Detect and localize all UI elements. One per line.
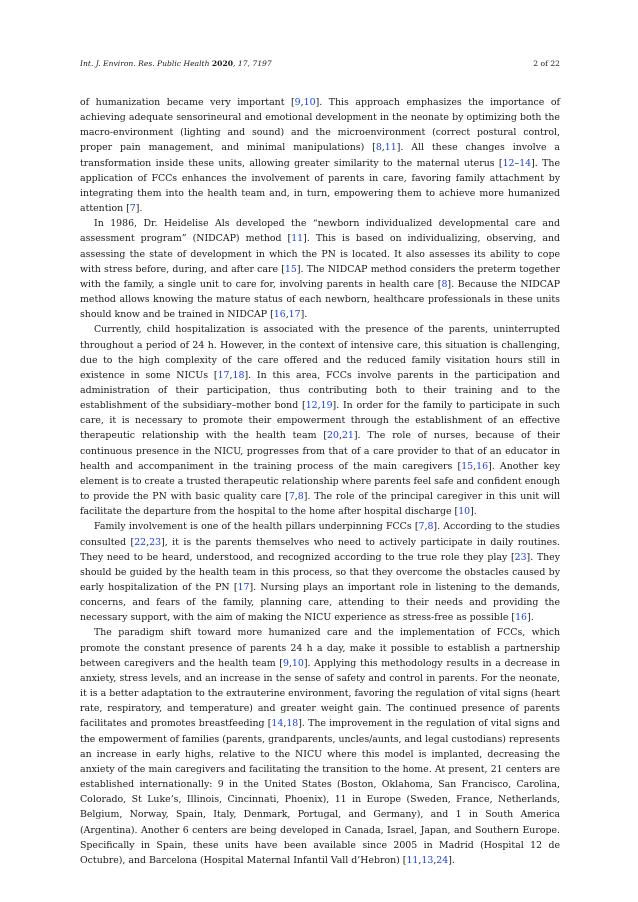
citation-link[interactable]: 8 xyxy=(441,278,448,290)
paragraph: Currently, child hospitalization is associated with the presence of the parents, uninterrupted throughout a period of 24 h. However, in the context of intensive care, this situation is challenging, due to the high complexity of the care offered and the reduced family visitation hours still in existence in some NICUs [17,18]. In this area, FCCs involve parents in the participation and administration of their participation, thus contributing both to their training and to the establishment of the subsidiary–mother bond [12,19]. In order for the family to participate in such care, it is necessary to promote their empowerment through the establishment of an effective therapeutic relationship with the health team [20,21]. The role of nurses, because of their continuous presence in the NICU, progresses from that of a care provider to that of an educator in health and accompaniment in the training process of the main caregivers [15,16]. Another key element is to create a trusted therapeutic relationship where parents feel safe and confident enough to provide the PN with basic quality care [7,8]. The role of the principal caregiver in this unit will facilitate the departure from the hospital to the home after hospital discharge [10]. xyxy=(80,324,561,518)
citation-link[interactable]: 18 xyxy=(232,369,245,381)
journal-citation: Int. J. Environ. Res. Public Health 2020, 17, 7197 xyxy=(80,59,272,68)
citation-link[interactable]: 7 xyxy=(288,491,295,503)
paragraph: of humanization became very important [9,10]. This approach emphasizes the importance of achieving adequate sensorineural and emotional development in the neonate by optimizing both the macro-environment (lighting and sound) and the microenvironment (correct postural control, proper pain management, and minimal manipulations) [8,11]. All these changes involve a transformation inside these units, allowing greater similarity to the maternal uterus [12–14]. The application of FCCs enhances the involvement of parents in care, favoring family attachment by integrating them into the health team and, in turn, empowering them to achieve more humanized attention [7]. xyxy=(80,97,561,215)
citation-link[interactable]: 17 xyxy=(217,369,230,381)
page-number: 2 of 22 xyxy=(533,59,560,68)
citation-link[interactable]: 10 xyxy=(291,657,304,669)
citation-link[interactable]: 16 xyxy=(273,309,286,321)
body-text xyxy=(80,95,560,868)
citation-link[interactable]: 16 xyxy=(476,460,489,472)
citation-link[interactable]: 10 xyxy=(303,97,316,108)
citation-link[interactable]: 16 xyxy=(515,612,528,624)
citation-link[interactable]: 14 xyxy=(519,157,532,169)
article-number: 7197 xyxy=(252,59,272,68)
citation-link[interactable]: 21 xyxy=(341,430,354,442)
citation-link[interactable]: 8 xyxy=(427,521,434,533)
citation-link[interactable]: 17 xyxy=(288,309,301,321)
citation-link[interactable]: 9 xyxy=(282,657,289,669)
journal-year: 2020 xyxy=(211,59,234,68)
running-header xyxy=(80,58,560,70)
citation-link[interactable]: 10 xyxy=(458,506,471,518)
paragraph: Family involvement is one of the health pillars underpinning FCCs [7,8]. According to the studies consulted [22,23], it is the parents themselves who need to actively participate in daily routines. They need to be heard, understood, and recognized according to the true role they play [23]. They should be guided by the health team in this process, so that they overcome the obstacles caused by early hospitalization of the PN [17]. Nursing plays an important role in listening to the demands, concerns, and fears of the family, planning care, attending to their needs and providing the necessary support, with the aim of making the NICU experience as stress-free as possible [16]. xyxy=(80,521,560,624)
citation-link[interactable]: 8 xyxy=(375,142,382,154)
citation-link[interactable]: 9 xyxy=(294,97,301,108)
citation-link[interactable]: 17 xyxy=(237,582,250,593)
citation-link[interactable]: 19 xyxy=(320,400,333,412)
citation-link[interactable]: 18 xyxy=(286,718,299,730)
citation-link[interactable]: 23 xyxy=(514,551,527,563)
journal-name: Int. J. Environ. Res. Public Health xyxy=(80,59,210,68)
paragraph: In 1986, Dr. Heidelise Als developed the “newborn individualized developmental care and assessment program” (NIDCAP) method [11]. This is based on individualizing, observing, and assessing the state of development in which the PN is located. It also assesses its ability to cope with stress before, during, and after care [15]. The NIDCAP method considers the preterm together with the family, a single unit to care for, involving parents in health care [8]. Because the NIDCAP method allows knowing the mature status of each newborn, healthcare professionals in these units should know and be trained in NIDCAP [16,17]. xyxy=(80,218,561,321)
citation-link[interactable]: 20 xyxy=(327,430,339,442)
citation-link[interactable]: 11 xyxy=(291,233,304,245)
citation-link[interactable]: 11 xyxy=(384,142,397,154)
citation-link[interactable]: 13 xyxy=(421,854,434,866)
citation-link[interactable]: 12 xyxy=(305,400,318,412)
paragraph: The paradigm shift toward more humanized care and the implementation of FCCs, which promote the constant presence of parents 24 h a day, make it possible to establish a partnership between caregivers and the health team [9,10]. Applying this methodology results in a decrease in anxiety, stress levels, and an increase in the sense of safety and control in parents. For the neonate, it is a better adaptation to the extrauterine environment, favoring the regulation of vital signs (heart rate, respiratory, and temperature) and greater weight gain. The continued presence of parents facilitates and promotes breastfeeding [14,18]. The improvement in the regulation of vital signs and the empowerment of families (parents, grandparents, uncles/aunts, and legal custodians) represents an increase in early highs, relative to the NICU where this model is implanted, decreasing the anxiety of the main caregivers and facilitating the transition to the home. At present, 21 centers are established internationally: 9 in the United States (Boston, Oklahoma, San Francisco, Carolina, Colorado, St Luke’s, Illinois, Cincinnati, Phoenix), 11 in Europe (Sweden, France, Netherlands, Belgium, Norway, Spain, Italy, Denmark, Portugal, and Germany), and 1 in South America (Argentina). Another 6 centers are being developed in Canada, Israel, Japan, and Southern Europe. Specifically in Spain, these units have been available since 2005 in Madrid (Hospital 12 de Octubre), and Barcelona (Hospital Maternal Infantil Vall d’Hebron) [11,13,24]. xyxy=(80,627,560,866)
citation-link[interactable]: 23 xyxy=(149,536,162,548)
citation-link[interactable]: 24 xyxy=(436,854,449,866)
citation-link[interactable]: 7 xyxy=(129,203,136,215)
citation-link[interactable]: 14 xyxy=(271,718,284,730)
citation-link[interactable]: 7 xyxy=(418,521,425,533)
citation-link[interactable]: 15 xyxy=(284,263,297,275)
citation-link[interactable]: 12 xyxy=(502,157,515,169)
journal-volume: 17 xyxy=(237,59,248,68)
citation-link[interactable]: 8 xyxy=(297,491,304,503)
citation-link[interactable]: 15 xyxy=(461,460,474,472)
citation-link[interactable]: 11 xyxy=(406,854,419,866)
citation-link[interactable]: 22 xyxy=(134,536,147,548)
